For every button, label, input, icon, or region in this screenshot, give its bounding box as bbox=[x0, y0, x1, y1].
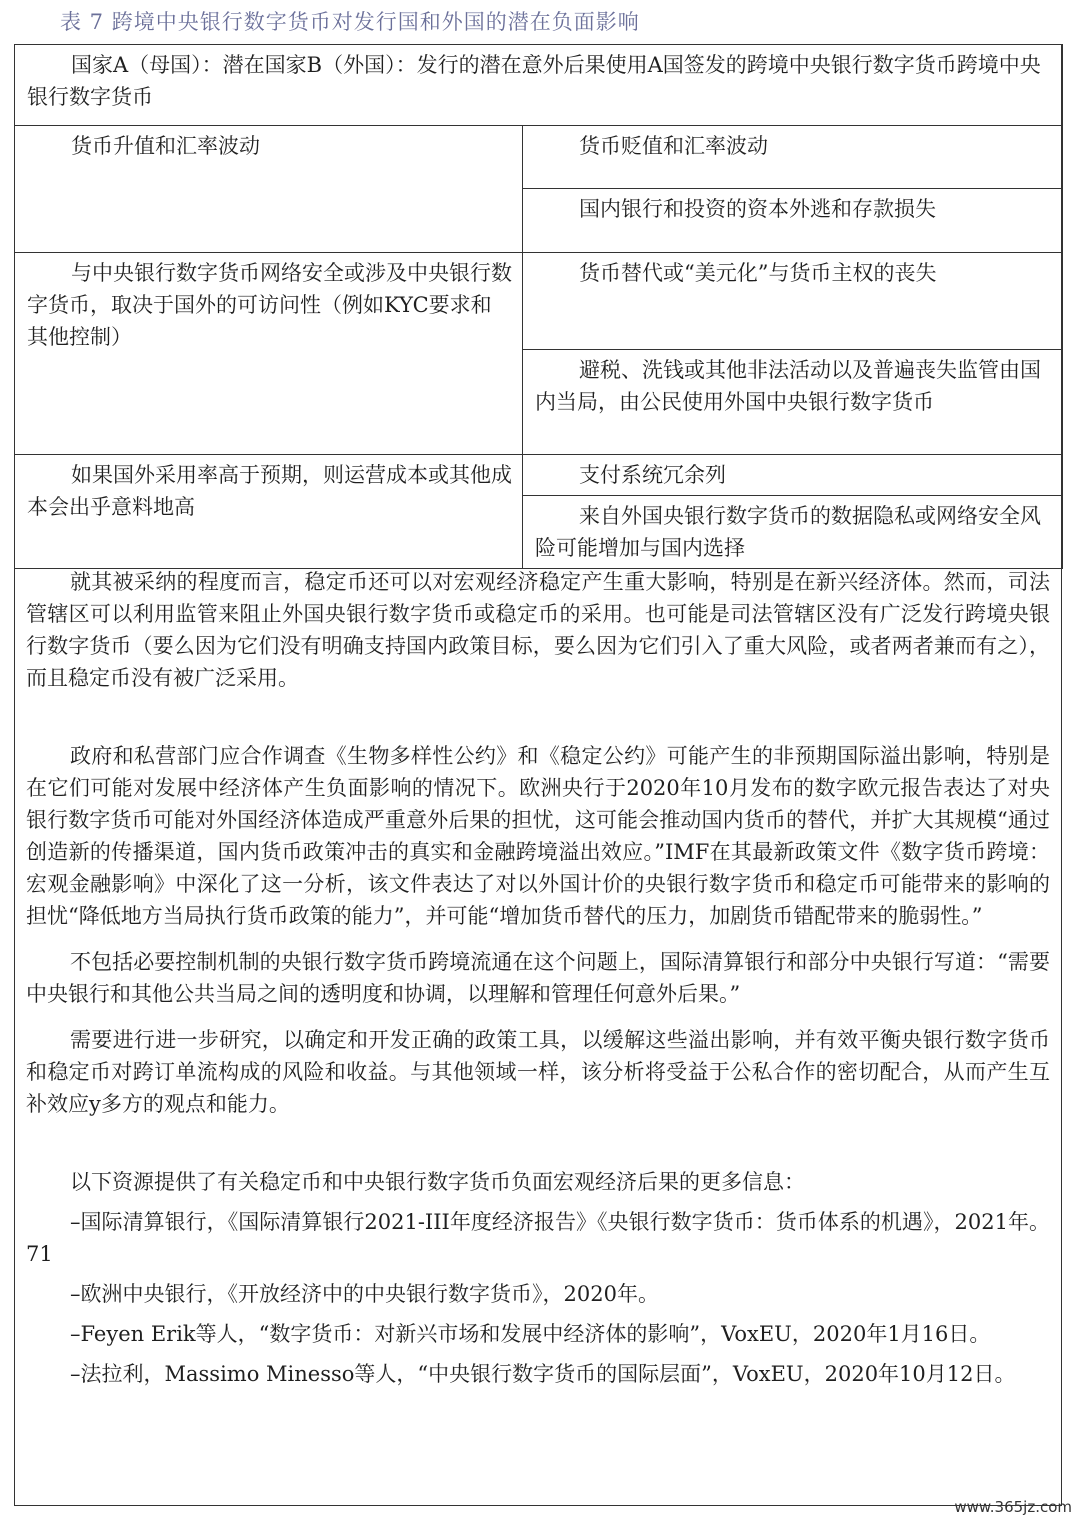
table-cell-right bbox=[523, 189, 1063, 253]
table-header-text: 国家A（母国）：潜在国家B（外国）：发行的潜在意外后果使用A国签发的跨境中央银行数字货币跨境中央银行数字货币 bbox=[27, 53, 1041, 109]
table-cell-left bbox=[15, 126, 523, 253]
table-cell-left bbox=[15, 455, 523, 569]
resource-item-1: –国际清算银行，《国际清算银行2021-III年度经济报告》《央银行数字货币：货币体系的机遇》，2021年。71 bbox=[26, 1210, 1050, 1266]
row2-right-a-text: 货币替代或“美元化”与货币主权的丧失 bbox=[579, 261, 937, 285]
row1-right-a-text: 货币贬值和汇率波动 bbox=[579, 134, 768, 158]
resources-intro: 以下资源提供了有关稳定币和中央银行数字货币负面宏观经济后果的更多信息： bbox=[70, 1170, 805, 1194]
site-watermark: www.365jz.com bbox=[954, 1498, 1072, 1516]
paragraph-1: 就其被采纳的程度而言，稳定币还可以对宏观经济稳定产生重大影响，特别是在新兴经济体。然而，司法管辖区可以利用监管来阻止外国央银行数字货币或稳定币的采用。也可能是司法管辖区没有广泛发行跨境央银行数字货币（要么因为它们没有明确支持国内政策目标，要么因为它们引入了重大风险，或者两者兼而有之），而且稳定币没有被广泛采用。 bbox=[26, 570, 1050, 690]
row3-right-b-text: 来自外国央银行数字货币的数据隐私或网络安全风险可能增加与国内选择 bbox=[535, 504, 1041, 560]
table-cell-right bbox=[523, 253, 1063, 350]
paragraph-3: 不包括必要控制机制的央银行数字货币跨境流通在这个问题上，国际清算银行和部分中央银行写道：“需要中央银行和其他公共当局之间的透明度和协调，以理解和管理任何意外后果。” bbox=[26, 950, 1050, 1006]
body-paragraphs bbox=[26, 566, 1050, 1390]
table-header-cell bbox=[15, 45, 1063, 126]
table-cell-right bbox=[523, 126, 1063, 189]
table-cell-right bbox=[523, 455, 1063, 496]
paragraph-4: 需要进行进一步研究，以确定和开发正确的政策工具，以缓解这些溢出影响，并有效平衡央银行数字货币和稳定币对跨订单流构成的风险和收益。与其他领域一样，该分析将受益于公私合作的密切配合，从而产生互补效应y多方的观点和能力。 bbox=[26, 1028, 1050, 1116]
table-cell-left bbox=[15, 253, 523, 455]
paragraph-2: 政府和私营部门应合作调查《生物多样性公约》和《稳定公约》可能产生的非预期国际溢出影响，特别是在它们可能对发展中经济体产生负面影响的情况下。欧洲央行于2020年10月发布的数字欧元报告表达了对央银行数字货币可能对外国经济体造成严重意外后果的担忧，这可能会推动国内货币的替代，并扩大其规模“通过创造新的传播渠道，国内货币政策冲击的真实和金融跨境溢出效应。”IMF在其最新政策文件《数字货币跨境：宏观金融影响》中深化了这一分析，该文件表达了对以外国计价的央银行数字货币和稳定币可能带来的影响的担忧“降低地方当局执行货币政策的能力”，并可能“增加货币替代的压力，加剧货币错配带来的脆弱性。” bbox=[26, 744, 1050, 928]
row1-left-text: 货币升值和汇率波动 bbox=[71, 134, 260, 158]
row3-left-text: 如果国外采用率高于预期，则运营成本或其他成本会出乎意料地高 bbox=[27, 463, 512, 519]
table-caption: 表 7 跨境中央银行数字货币对发行国和外国的潜在负面影响 bbox=[60, 10, 640, 34]
row2-left-text: 与中央银行数字货币网络安全或涉及中央银行数字货币，取决于国外的可访问性（例如KYC要求和其他控制） bbox=[27, 261, 512, 349]
table-cell-right bbox=[523, 496, 1063, 569]
row1-right-b-text: 国内银行和投资的资本外逃和存款损失 bbox=[579, 197, 936, 221]
resource-item-4: –法拉利，Massimo Minesso等人，“中央银行数字货币的国际层面”，VoxEU，2020年10月12日。 bbox=[70, 1362, 1016, 1386]
resource-item-3: –Feyen Erik等人，“数字货币：对新兴市场和发展中经济体的影响”，VoxEU，2020年1月16日。 bbox=[70, 1322, 991, 1346]
row3-right-a-text: 支付系统冗余列 bbox=[579, 463, 726, 487]
row2-right-b-text: 避税、洗钱或其他非法活动以及普遍丧失监管由国内当局，由公民使用外国中央银行数字货币 bbox=[535, 358, 1041, 414]
table-cell-right bbox=[523, 350, 1063, 455]
resource-item-2: –欧洲中央银行，《开放经济中的中央银行数字货币》，2020年。 bbox=[70, 1282, 659, 1306]
impact-table bbox=[14, 44, 1063, 569]
